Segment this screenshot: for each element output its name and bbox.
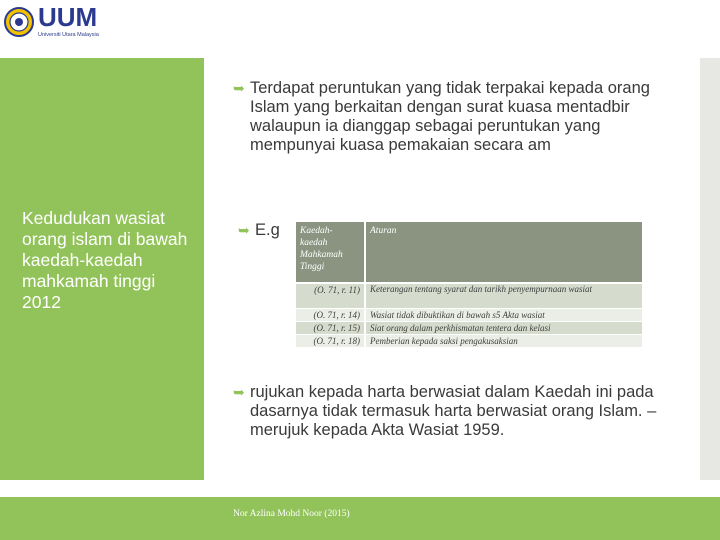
- table-cell-desc: Wasiat tidak dibuktikan di bawah s5 Akta wasiat: [366, 309, 642, 321]
- table-header-cell: [296, 222, 364, 282]
- table-cell-ref: (O. 71, r. 18): [296, 335, 364, 347]
- table-row: [296, 322, 642, 334]
- bullet-2-label: E.g: [255, 221, 280, 239]
- bullet-point-1: [233, 79, 650, 155]
- logo-subtext: Universiti Utara Malaysia: [38, 32, 99, 38]
- table-row: [296, 335, 642, 347]
- curved-arrow-icon: ➥: [233, 385, 245, 401]
- table-cell-ref: (O. 71, r. 11): [296, 284, 364, 308]
- footer-bar: [0, 497, 720, 540]
- bullet-point-3: [233, 383, 670, 440]
- table-row: [296, 284, 642, 308]
- bullet-1-text: Terdapat peruntukan yang tidak terpakai kepada orang Islam yang berkaitan dengan surat kuasa mentadbir walaupun ia dianggap sebagai peruntukan yang mempunyai kuasa pemakaian secara am: [250, 79, 650, 154]
- curved-arrow-icon: ➥: [233, 81, 245, 97]
- curved-arrow-icon: ➥: [238, 223, 250, 239]
- table-header-rules: Kaedah-kaedah Mahkamah Tinggi: [300, 226, 343, 272]
- right-edge-strip: [700, 58, 720, 480]
- table-header-cell: [366, 222, 642, 282]
- logo-text: UUM: [38, 2, 98, 32]
- footer-credit: Nor Azlina Mohd Noor (2015): [233, 509, 350, 519]
- table-cell-ref: (O. 71, r. 14): [296, 309, 364, 321]
- table-row: [296, 309, 642, 321]
- sidebar-title: Kedudukan wasiat orang islam di bawah kaedah-kaedah mahkamah tinggi 2012: [22, 208, 188, 312]
- bullet-3-text: rujukan kepada harta berwasiat dalam Kaedah ini pada dasarnya tidak termasuk harta berwasiat orang Islam. – merujuk kepada Akta Wasiat 1959.: [250, 383, 657, 439]
- table-cell-ref: (O. 71, r. 15): [296, 322, 364, 334]
- table-cell-desc: Pemberian kepada saksi pengakusaksian: [366, 335, 642, 347]
- table-cell-desc: Keterangan tentang syarat dan tarikh penyempurnaan wasiat: [366, 284, 642, 308]
- table-cell-desc: Siat orang dalam perkhismatan tentera dan kelasi: [366, 322, 642, 334]
- university-seal-icon: [4, 4, 34, 40]
- uum-logo: [4, 4, 114, 42]
- bullet-point-2: [238, 221, 280, 240]
- table-header-order: Aturan: [370, 226, 397, 236]
